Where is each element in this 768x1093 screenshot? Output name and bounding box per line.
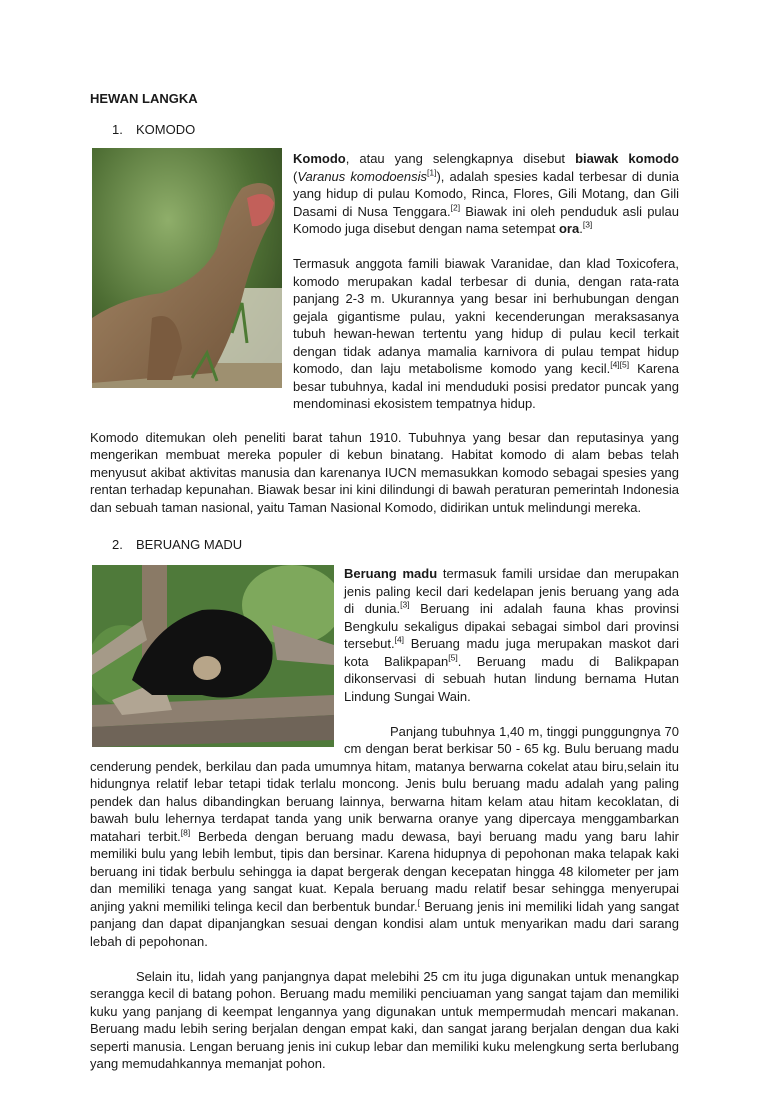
bold-term: Beruang madu (344, 566, 438, 581)
italic-term: Varanus komodoensis (297, 168, 428, 184)
section-heading-komodo (90, 121, 679, 138)
bold-term: ora (558, 221, 580, 236)
citation-ref[interactable]: [ (417, 897, 421, 908)
citation-ref[interactable]: [4] (394, 634, 405, 645)
citation-ref[interactable]: [3] (582, 219, 593, 230)
bold-term: biawak komodo (575, 151, 679, 166)
citation-ref[interactable]: [2] (450, 202, 461, 213)
text-run: Beruang ini adalah fauna khas provinsi Bengkulu sekaligus dipakai sebagai simbol dari provinsi tersebut. (344, 601, 680, 651)
section-heading-text: BERUANG MADU (136, 537, 243, 552)
komodo-photo (92, 148, 282, 388)
text-run: Biawak ini oleh penduduk asli pulau Komodo juga disebut dengan nama setempat (293, 203, 679, 236)
text-run: termasuk famili ursidae dan merupakan jenis paling kecil dari kedelapan jenis beruang yang ada di dunia. (344, 566, 679, 616)
text-run: Karena besar tubuhnya, kadal ini menduduki posisi predator puncak yang mendominasi ekosistem tempatnya hidup. (293, 361, 679, 411)
text-run: Komodo ditemukan oleh peneliti barat tahun 1910. Tubuhnya yang besar dan reputasinya yang mengerikan membuat mereka populer di kebun binatang. Habitat komodo di alam bebas telah menyusut akibat aktivitas manusia dan karenanya IUCN memasukkan komodo sebagai spesies yang rentan terhadap kepunahan. Biawak besar ini kini dilindungi di bawah peraturan pemerintah Indonesia dan sebuah taman nasional, yaitu Taman Nasional Komodo, didirikan untuk melindungi mereka. (90, 429, 679, 515)
section-heading-beruang-madu (90, 536, 679, 553)
citation-ref[interactable]: [8] (180, 827, 191, 838)
komodo-section (90, 148, 679, 413)
bold-term: Komodo (293, 151, 346, 166)
paragraph-komodo-1 (293, 150, 679, 238)
section-heading-text: KOMODO (136, 122, 196, 137)
text-run: . Beruang madu di Balikpapan dikonservasi di sebuah hutan lindung bernama Hutan Lindung Sungai Wain. (344, 653, 679, 704)
document-title: HEWAN LANGKA (90, 91, 198, 106)
list-number: 2. (112, 537, 123, 552)
beruang-madu-section (90, 565, 679, 1073)
komodo-intro-column (293, 150, 679, 413)
text-run: Berbeda dengan beruang madu dewasa, bayi beruang madu yang baru lahir memiliki bulu yang lebih lembut, tipis dan bersinar. Karena hidupnya di pepohonan maka telapak kaki beruang ini tidak berbulu sehingga ia dapat bergerak dengan kecepatan hingga 48 kilometer per jam dan memiliki tenaga yang sangat kuat. Kepala beruang madu relatif besar sehingga menyerupai anjing yakni memiliki telinga kecil dan berbentuk bundar. (90, 828, 679, 914)
citation-ref[interactable]: [5] (448, 652, 458, 663)
text-run: Beruang madu juga merupakan maskot dari kota Balikpapan (344, 636, 679, 669)
citation-ref[interactable]: [3] (400, 599, 410, 610)
text-run: Panjang tubuhnya 1,40 m, tinggi punggungnya 70 cm dengan berat berkisar 50 - 65 kg. Bulu beruang madu cenderung pendek, berkilau dan pada umumnya hitam, matanya berwarna cokelat atau biru,selain itu hidungnya relatif lebar tetapi tidak terlalu moncong. Jenis bulu beruang madu adalah yang paling pendek dan halus dibandingkan beruang lainnya, berwarna hitam kelam atau hitam kecoklatan, di bawah bulu lehernya terdapat tanda yang unik berwarna oranye yang dipercaya menggambarkan matahari terbit. (90, 723, 679, 844)
list-number: 1. (112, 122, 123, 137)
paragraph-komodo-2 (293, 255, 679, 413)
citation-ref[interactable]: [4][5] (610, 359, 630, 370)
text-run: , atau yang selengkapnya disebut (345, 151, 576, 166)
paragraph-komodo-3 (90, 429, 679, 517)
text-run: Selain itu, lidah yang panjangnya dapat melebihi 25 cm itu juga digunakan untuk menangkap serangga kecil di batang pohon. Beruang madu memiliki penciuaman yang sangat tajam dan memiliki kuku yang panjang di keempat lengannya yang digunakan untuk mempermudah mencari makanan. Beruang madu lebih sering berjalan dengan empat kaki, dan sangat jarang berjalan dengan dua kaki seperti manusia. Lengan beruang jenis ini cukup lebar dan memiliki kuku melengkung serta berlubang yang memudahkannya memanjat pohon. (90, 968, 679, 1071)
text-run: ), adalah spesies kadal terbesar di dunia yang hidup di pulau Komodo, Rinca, Flores, Gili Motang, dan Gili Dasami di Nusa Tenggara. (293, 168, 679, 219)
paragraph-bear-3 (90, 968, 679, 1073)
text-run: . (579, 221, 583, 236)
text-run: Termasuk anggota famili biawak Varanidae, dan klad Toxicofera, komodo merupakan kadal terbesar di dunia, dengan rata-rata panjang 2-3 m. Ukurannya yang besar ini berhubungan dengan gejala gigantisme pulau, yakni kecenderungan meraksasanya tubuh hewan-hewan tertentu yang hidup di pulau kecil terkait dengan tidak adanya mamalia karnivora di pulau tempat hidup komodo, dan laju metabolisme komodo yang kecil. (293, 256, 679, 376)
sun-bear-photo (92, 565, 334, 747)
document-page (90, 0, 679, 1093)
text-run: Beruang jenis ini memiliki lidah yang sangat panjang dan dapat dipanjangkan sesuai dengan kondisi alam untuk menyarikan madu dari sarang lebah di pepohonan. (90, 898, 679, 949)
paragraph-bear-2 (90, 723, 679, 951)
citation-ref[interactable]: [1] (427, 167, 437, 178)
text-run: ( (293, 168, 298, 184)
